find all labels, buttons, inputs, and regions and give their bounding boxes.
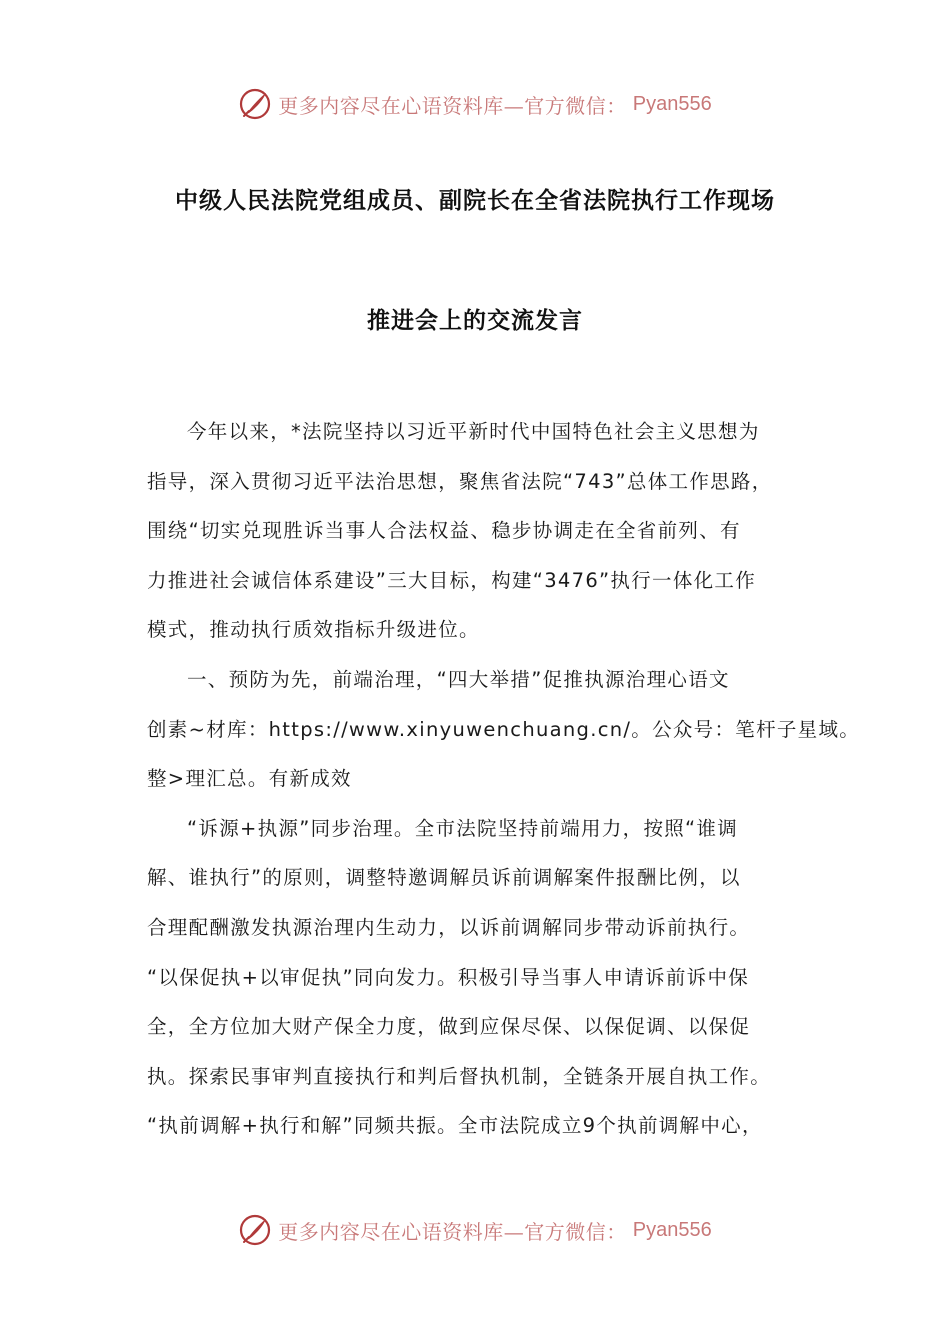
body-line: 围绕“切实兑现胜诉当事人合法权益、稳步协调走在全省前列、有 — [147, 519, 741, 543]
body-line: 全，全方位加大财产保全力度，做到应保尽保、以保促调、以保促 — [147, 1015, 751, 1039]
document-body — [147, 414, 861, 1158]
watermark-text: 更多内容尽在心语资料库—官方微信： — [278, 93, 627, 118]
body-line: 创素~材库：https://www.xinyuwenchuang.cn/。公众号：笔杆子星域。 — [147, 717, 861, 741]
body-line: 执。探索民事审判直接执行和判后督执机制，全链条开展自执工作。 — [147, 1064, 772, 1088]
body-line: 模式，推动执行质效指标升级进位。 — [147, 618, 480, 642]
watermark-banner-top — [0, 84, 950, 124]
quill-pen-logo-icon — [238, 87, 272, 121]
body-line: 解、谁执行”的原则，调整特邀调解员诉前调解案件报酬比例，以 — [147, 866, 741, 890]
body-line: 指导，深入贯彻习近平法治思想，聚焦省法院“743”总体工作思路， — [147, 469, 773, 493]
body-line: “执前调解+执行和解”同频共振。全市法院成立9个执前调解中心， — [147, 1114, 763, 1138]
body-line: 合理配酬激发执源治理内生动力，以诉前调解同步带动诉前执行。 — [147, 915, 751, 939]
document-title-line-1: 中级人民法院党组成员、副院长在全省法院执行工作现场 — [175, 188, 775, 214]
body-line: 力推进社会诚信体系建设”三大目标，构建“3476”执行一体化工作 — [147, 568, 757, 592]
watermark-text: 更多内容尽在心语资料库—官方微信： — [278, 1219, 627, 1244]
watermark-handle: Pyan556 — [632, 92, 712, 115]
body-line: “诉源+执源”同步治理。全市法院坚持前端用力，按照“谁调 — [187, 816, 739, 840]
watermark-banner-bottom — [0, 1210, 950, 1250]
section-heading-line: 一、预防为先，前端治理，“四大举措”促推执源治理心语文 — [187, 667, 730, 691]
document-title-line-2: 推进会上的交流发言 — [367, 308, 583, 334]
body-line: “以保促执+以审促执”同向发力。积极引导当事人申请诉前诉中保 — [147, 965, 750, 989]
watermark-handle: Pyan556 — [632, 1218, 712, 1241]
body-line: 整>理汇总。有新成效 — [147, 767, 352, 791]
quill-pen-logo-icon — [238, 1213, 272, 1247]
body-line: 今年以来，*法院坚持以习近平新时代中国特色社会主义思想为 — [187, 420, 760, 443]
